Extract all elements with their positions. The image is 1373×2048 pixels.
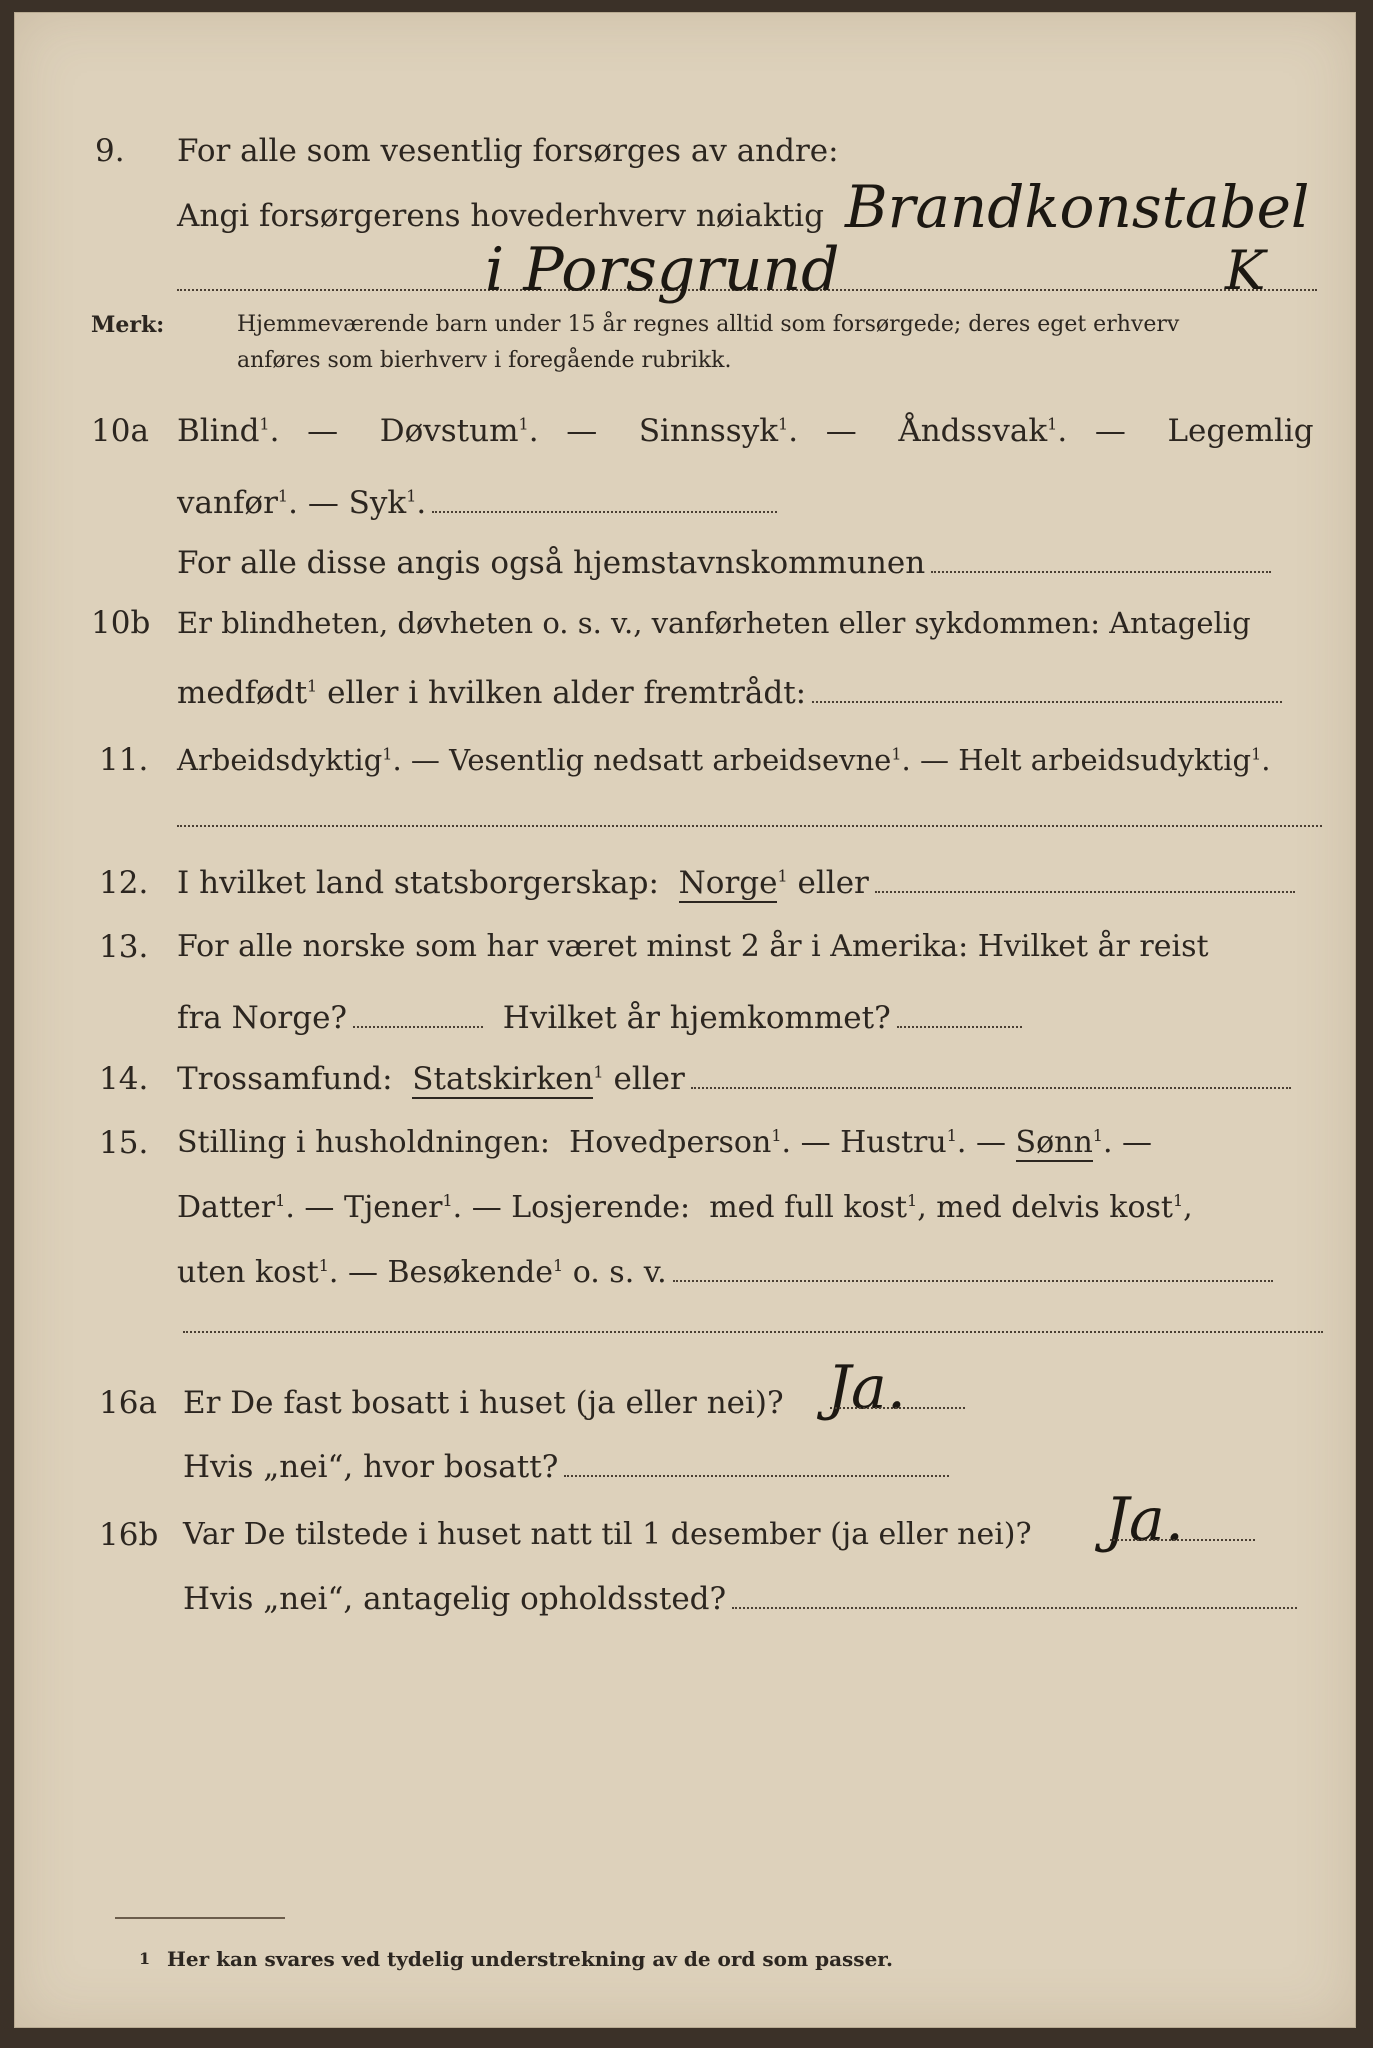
q12-answer-line	[875, 890, 1295, 893]
q10b-answer-line	[812, 700, 1282, 703]
q16a-question: Er De fast bosatt i huset (ja eller nei)?	[183, 1385, 784, 1421]
q9-text2: Angi forsørgerens hovederhverv nøiaktig	[177, 198, 824, 234]
q14-answer-line	[691, 1086, 1291, 1089]
option-hovedperson: Hovedperson	[569, 1125, 772, 1160]
option-legemlig: Legemlig	[1167, 413, 1314, 449]
q16b-hvis-line	[732, 1606, 1297, 1609]
q10a-options2: vanfør$^1$. — Syk$^1$.	[177, 483, 1315, 523]
q15-label: Stilling i husholdningen:	[177, 1125, 551, 1160]
option-delvis-kost: med delvis kost	[936, 1190, 1173, 1225]
q13-fra-line	[353, 1025, 483, 1028]
option-datter: Datter	[177, 1190, 276, 1225]
q10b-number: 10b	[91, 605, 151, 641]
q15-text3: uten kost$^1$. — Besøkende$^1$ o. s. v.	[177, 1253, 1315, 1293]
q15-answer-line	[673, 1279, 1273, 1282]
option-arbeidsdyktig: Arbeidsdyktig	[177, 743, 383, 777]
q14-text: Trossamfund: Statskirken$^1$ eller	[177, 1059, 1315, 1099]
q13-text1: For alle norske som har været minst 2 år i Amerika: Hvilket år reist	[177, 929, 1209, 964]
q12-number: 12.	[99, 865, 149, 901]
q12-text: I hvilket land statsborgerskap: Norge$^1$ eller	[177, 863, 1315, 903]
option-helt-arbeidsudyktig: — Helt arbeidsudyktig	[919, 743, 1252, 777]
footnote-rule	[115, 1917, 285, 1919]
q13-hjemkommet: Hvilket år hjemkommet?	[502, 1000, 891, 1036]
q12-label: I hvilket land statsborgerskap:	[177, 865, 659, 901]
q10a-syk-line	[432, 510, 777, 513]
q16b-answer-line	[1110, 1539, 1255, 1541]
option-statskirken-underlined: Statskirken	[412, 1061, 594, 1097]
q15-text1: Stilling i husholdningen: Hovedperson$^1$. — Hustru$^1$. — Sønn$^1$. —	[177, 1125, 1153, 1160]
q16b-text2	[183, 1579, 1315, 1619]
q11-answer-line	[177, 825, 1322, 827]
q11-number: 11.	[99, 742, 149, 778]
q10a-hjemstavn-text: For alle disse angis også hjemstavnskommunen	[177, 545, 926, 581]
q15-extra-line	[183, 1331, 1323, 1333]
q16b-handwritten-answer: Ja.	[1105, 1485, 1184, 1555]
q16b-number: 16b	[99, 1517, 159, 1553]
option-losjerende: Losjerende:	[511, 1190, 691, 1225]
q14-number: 14.	[99, 1061, 149, 1097]
option-sonn-underlined: Sønn	[1015, 1125, 1093, 1160]
q10a-hjemstavn-line	[931, 570, 1271, 573]
footnote-mark: 1	[139, 1949, 151, 1968]
q10b-alder: eller i hvilken alder fremtrådt:	[327, 675, 807, 711]
q10b-text2: medfødt$^1$ eller i hvilken alder fremtrådt:	[177, 673, 1315, 713]
q16a-hvis-line	[564, 1474, 949, 1477]
q13-text2	[177, 998, 1315, 1038]
q16a-text2	[183, 1447, 1315, 1487]
q10a-number: 10a	[91, 413, 149, 449]
q10b-text1: Er blindheten, døvheten o. s. v., vanførheten eller sykdommen: Antagelig	[177, 606, 1251, 640]
q10a-options: Blind$^1$. — Døvstum$^1$. — Sinnssyk$^1$. — Åndssvak$^1$. — Legemlig	[177, 413, 1314, 449]
q13-fra-norge: fra Norge?	[177, 1000, 348, 1036]
q15-number: 15.	[99, 1125, 149, 1161]
option-full-kost: med full kost	[709, 1190, 908, 1225]
option-vesentlig-nedsatt: — Vesentlig nedsatt arbeidsevne	[410, 743, 892, 777]
q9-handwritten-mark: K	[1225, 239, 1266, 302]
option-hustru: Hustru	[840, 1125, 947, 1160]
option-dovstum: Døvstum	[379, 413, 519, 449]
option-andssvak: Åndssvak	[898, 413, 1048, 449]
q9-handwritten-occupation: Brandkonstabel	[845, 173, 1310, 241]
option-tjener: Tjener	[343, 1190, 443, 1225]
q16a-handwritten-answer: Ja.	[827, 1353, 906, 1423]
census-form-page	[14, 12, 1356, 2028]
option-sinnssyk: Sinnssyk	[638, 413, 779, 449]
q10a-hjemstavn	[177, 543, 1315, 583]
option-norge-underlined: Norge	[678, 865, 778, 901]
q9-text1: For alle som vesentlig forsørges av andre:	[177, 133, 839, 169]
q16a-hvis-nei: Hvis „nei“, hvor bosatt?	[183, 1449, 559, 1485]
option-syk: Syk	[348, 485, 407, 521]
q14-eller: eller	[613, 1061, 685, 1097]
option-besokende: Besøkende	[387, 1255, 553, 1290]
merk-text2: anføres som bierhverv i foregående rubrikk.	[237, 348, 732, 373]
q9-handwritten-place: i Porsgrund	[485, 235, 840, 305]
merk-text1: Hjemmeværende barn under 15 år regnes alltid som forsørgede; deres eget erhverv	[237, 312, 1180, 337]
q16a-number: 16a	[99, 1385, 157, 1421]
q16b-question: Var De tilstede i huset natt til 1 desember (ja eller nei)?	[183, 1517, 1032, 1552]
q16a-answer-line	[830, 1407, 965, 1409]
footnote-text: Her kan svares ved tydelig understrekning av de ord som passer.	[167, 1947, 893, 1971]
option-medfodt: medfødt	[177, 675, 308, 711]
option-uten-kost: uten kost	[177, 1255, 319, 1290]
q16b-hvis-nei: Hvis „nei“, antagelig opholdssted?	[183, 1581, 727, 1617]
option-blind: Blind	[177, 413, 260, 449]
option-vanfor: vanfør	[177, 485, 278, 521]
q9-number: 9.	[95, 133, 125, 169]
q13-hjem-line	[897, 1025, 1022, 1028]
q16a-text1	[183, 1383, 1315, 1423]
q15-osv: o. s. v.	[572, 1255, 667, 1290]
q13-number: 13.	[99, 929, 149, 965]
q11-options: Arbeidsdyktig$^1$. — Vesentlig nedsatt arbeidsevne$^1$. — Helt arbeidsudyktig$^1$.	[177, 743, 1271, 777]
merk-label: Merk:	[91, 312, 165, 338]
q14-label: Trossamfund:	[177, 1061, 393, 1097]
q12-eller: eller	[797, 865, 869, 901]
q15-text2: Datter$^1$. — Tjener$^1$. — Losjerende: med full kost$^1$, med delvis kost$^1$,	[177, 1190, 1193, 1225]
